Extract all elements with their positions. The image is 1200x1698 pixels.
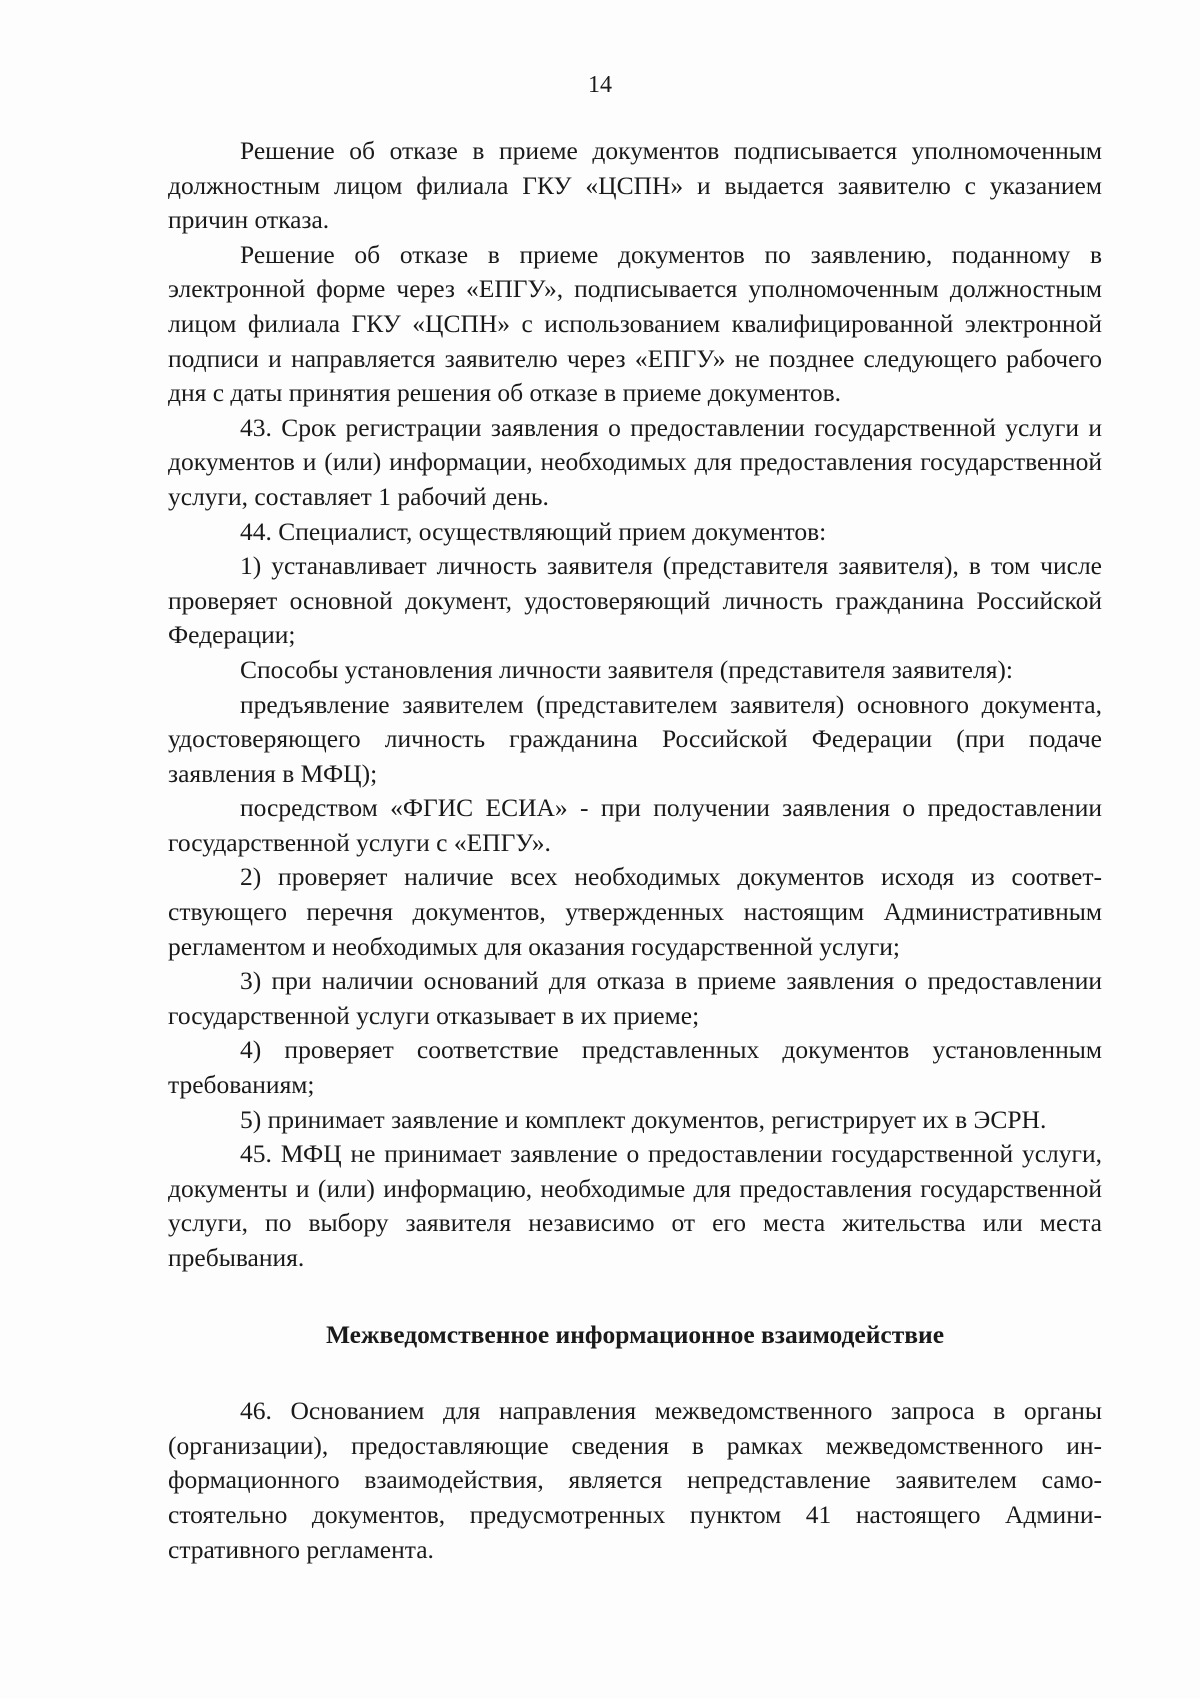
list-item-4: 4) проверяет соответствие представленных документов установленным требованиям; — [168, 1035, 1102, 1100]
paragraph-44: 44. Специалист, осуществляющий прием документов: — [240, 516, 827, 546]
paragraph-identification-methods: Способы установления личности заявителя (представителя заявителя): — [240, 654, 1013, 684]
paragraph-identification-document: предъявление заявителем (представителем заявителя) основного документа, удостоверяющего личность гражданина Российской Федерации (при подаче заявления в МФЦ); — [168, 689, 1102, 788]
list-item-5: 5) принимает заявление и комплект документов, регистрирует их в ЭСРН. — [240, 1104, 1047, 1134]
paragraph-46: 46. Основанием для направления межведомственного запроса в органы (организации), предоставляющие сведения в рамках межведомственного информационного взаимодействия, является непредставление заявителем самостоятельно документов, предусмотренных пунктом 41 настоящего Административного регламента. — [168, 1396, 1102, 1564]
list-item-2: 2) проверяет наличие всех необходимых документов исходя из соответствующего перечня документов, утвержденных настоящим Административным регламентом и необходимых для оказания государственной услуги; — [168, 862, 1102, 961]
paragraph-refusal-electronic: Решение об отказе в приеме документов по заявлению, поданному в электронной форме через «ЕПГУ», подписывается уполномоченным должностным лицом филиала ГКУ «ЦСПН» с использованием квалифицированной электронной подписи и направляется заявителю через «ЕПГУ» не позднее следующего рабочего дня с даты принятия решения об отказе в приеме документов. — [168, 239, 1102, 408]
body-text — [168, 134, 1102, 1567]
paragraph-43: 43. Срок регистрации заявления о предоставлении государственной услуги и документов и (или) информации, необходимых для предоставления государственной услуги, составляет 1 рабочий день. — [168, 412, 1102, 511]
list-item-1: 1) устанавливает личность заявителя (представителя заявителя), в том числе проверяет основной документ, удостоверяющий личность гражданина Российской Федерации; — [168, 551, 1102, 650]
paragraph-refusal-signing: Решение об отказе в приеме документов подписывается уполномоченным должностным лицом филиала ГКУ «ЦСПН» и выдается заявителю с указанием причин отказа. — [168, 136, 1102, 235]
paragraph-identification-esia: посредством «ФГИС ЕСИА» - при получении заявления о предоставлении государственной услуги с «ЕПГУ». — [168, 793, 1102, 857]
page-number: 14 — [588, 72, 612, 98]
paragraph-45: 45. МФЦ не принимает заявление о предоставлении государственной услуги, документы и (или) информацию, необходимые для предоставления государственной услуги, по выбору заявителя независимо от его места жительства или места пребывания. — [168, 1139, 1102, 1272]
list-item-3: 3) при наличии оснований для отказа в приеме заявления о предоставлении государственной услуги отказывает в их приеме; — [168, 966, 1102, 1030]
section-heading: Межведомственное информационное взаимодействие — [325, 1319, 945, 1349]
